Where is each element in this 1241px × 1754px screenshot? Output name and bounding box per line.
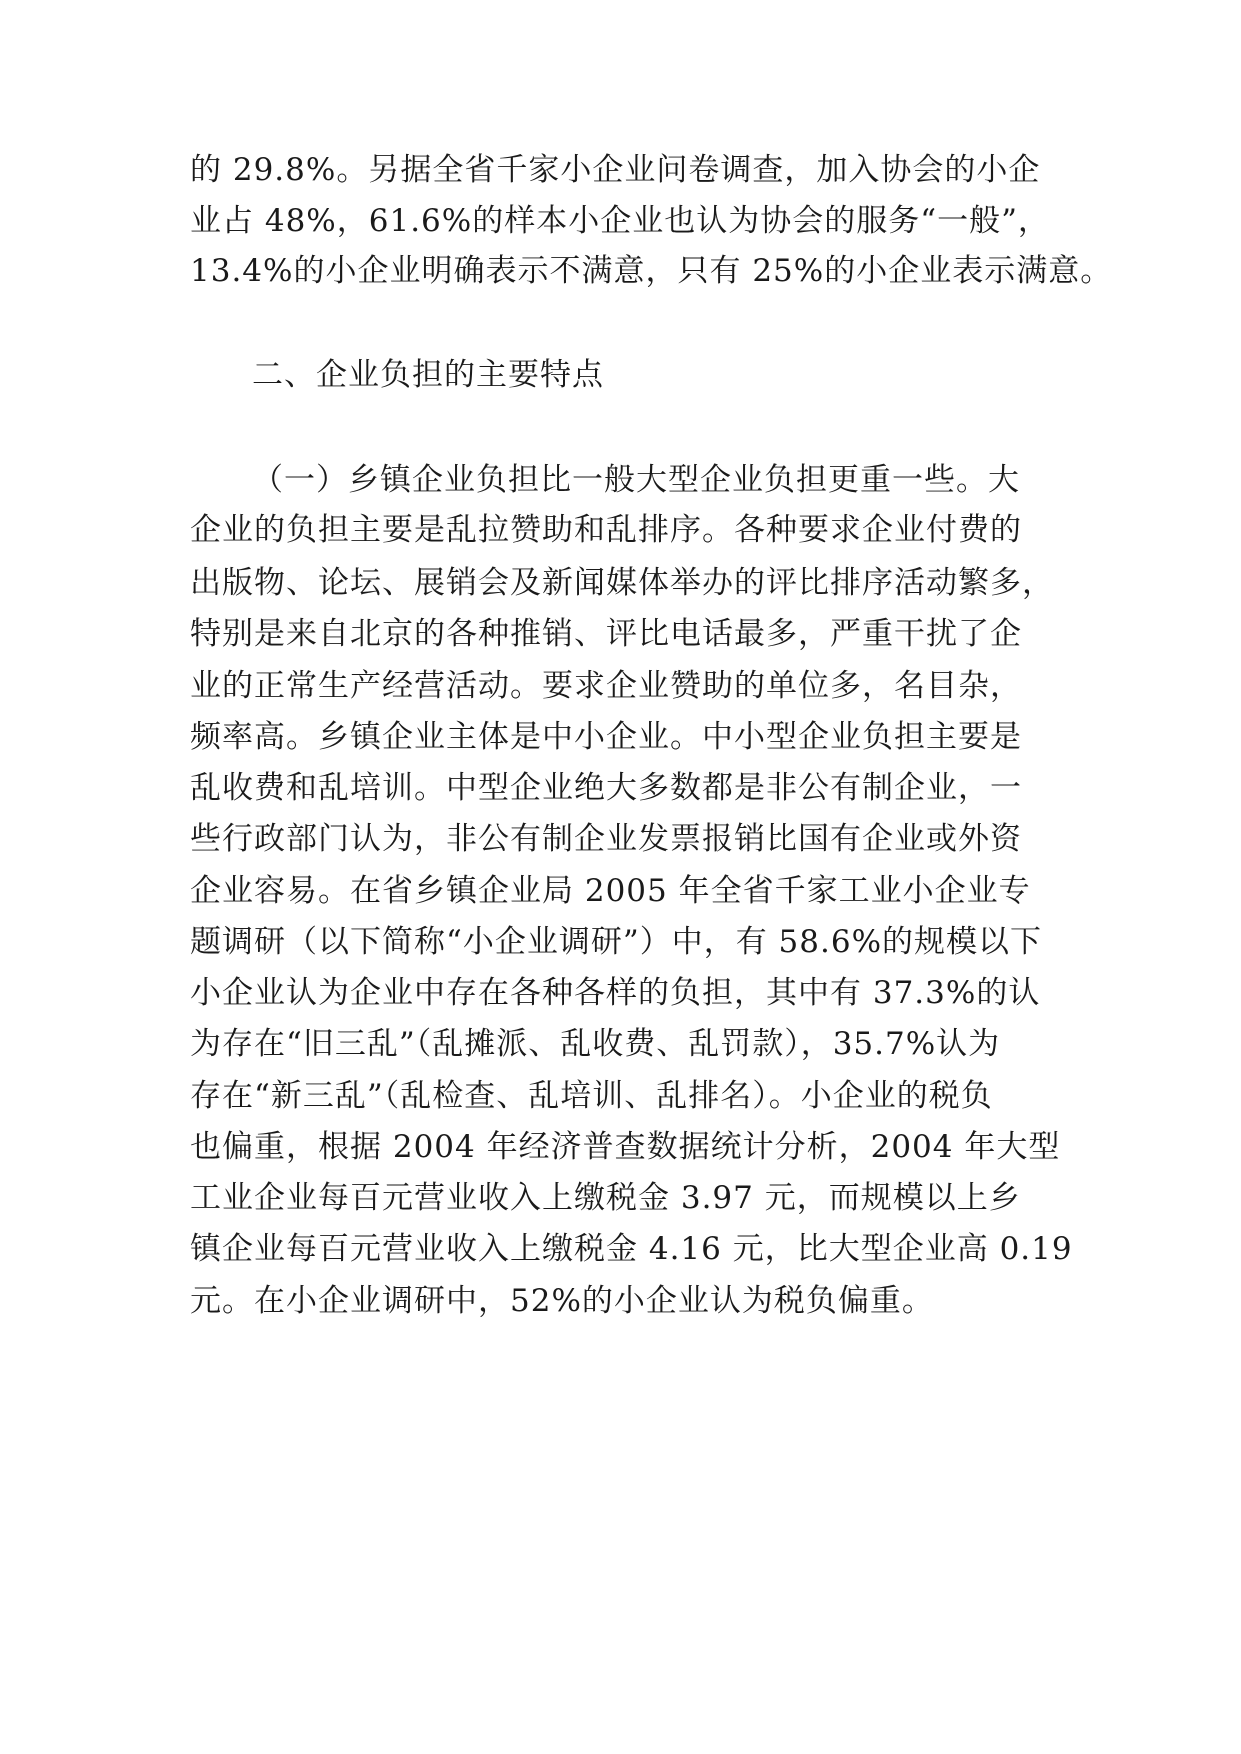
paragraph2-line-11: 小企业认为企业中存在各种各样的负担，其中有 37.3%的认 (190, 975, 1041, 1011)
paragraph2-line-4: 特别是来自北京的各种推销、评比电话最多，严重干扰了企 (190, 616, 1022, 652)
paragraph1-line-1: 的 29.8%。另据全省千家小企业问卷调查，加入协会的小企 (190, 152, 1041, 188)
paragraph2-line-13: 存在“新三乱”（乱检查、乱培训、乱排名）。小企业的税负 (190, 1078, 993, 1114)
paragraph2-line-6: 频率高。乡镇企业主体是中小企业。中小型企业负担主要是 (190, 719, 1022, 755)
paragraph2-line-5: 业的正常生产经营活动。要求企业赞助的单位多，名目杂， (190, 668, 1022, 704)
paragraph1-line-2: 业占 48%，61.6%的样本小企业也认为协会的服务“一般”， (190, 203, 1050, 239)
paragraph2-line-15: 工业企业每百元营业收入上缴税金 3.97 元，而规模以上乡 (190, 1180, 1021, 1216)
paragraph2-line-2: 企业的负担主要是乱拉赞助和乱排序。各种要求企业付费的 (190, 512, 1022, 548)
paragraph2-line-9: 企业容易。在省乡镇企业局 2005 年全省千家工业小企业专 (190, 873, 1031, 909)
paragraph2-line-16: 镇企业每百元营业收入上缴税金 4.16 元，比大型企业高 0.19 (190, 1231, 1073, 1267)
section-heading: 二、企业负担的主要特点 (252, 357, 604, 393)
paragraph2-line-8: 些行政部门认为，非公有制企业发票报销比国有企业或外资 (190, 821, 1022, 857)
paragraph1-line-3: 13.4%的小企业明确表示不满意，只有 25%的小企业表示满意。 (190, 253, 1113, 289)
paragraph2-line-12: 为存在“旧三乱”（乱摊派、乱收费、乱罚款），35.7%认为 (190, 1026, 1001, 1062)
paragraph2-line-7: 乱收费和乱培训。中型企业绝大多数都是非公有制企业，一 (190, 770, 1022, 806)
paragraph2-line-1: （一）乡镇企业负担比一般大型企业负担更重一些。大 (252, 462, 1020, 498)
paragraph2-line-14: 也偏重，根据 2004 年经济普查数据统计分析，2004 年大型 (190, 1129, 1061, 1165)
paragraph2-line-17: 元。在小企业调研中，52%的小企业认为税负偏重。 (190, 1283, 934, 1319)
paragraph2-line-3: 出版物、论坛、展销会及新闻媒体举办的评比排序活动繁多， (190, 565, 1054, 601)
paragraph2-line-10: 题调研（以下简称“小企业调研”）中，有 58.6%的规模以下 (190, 924, 1043, 960)
